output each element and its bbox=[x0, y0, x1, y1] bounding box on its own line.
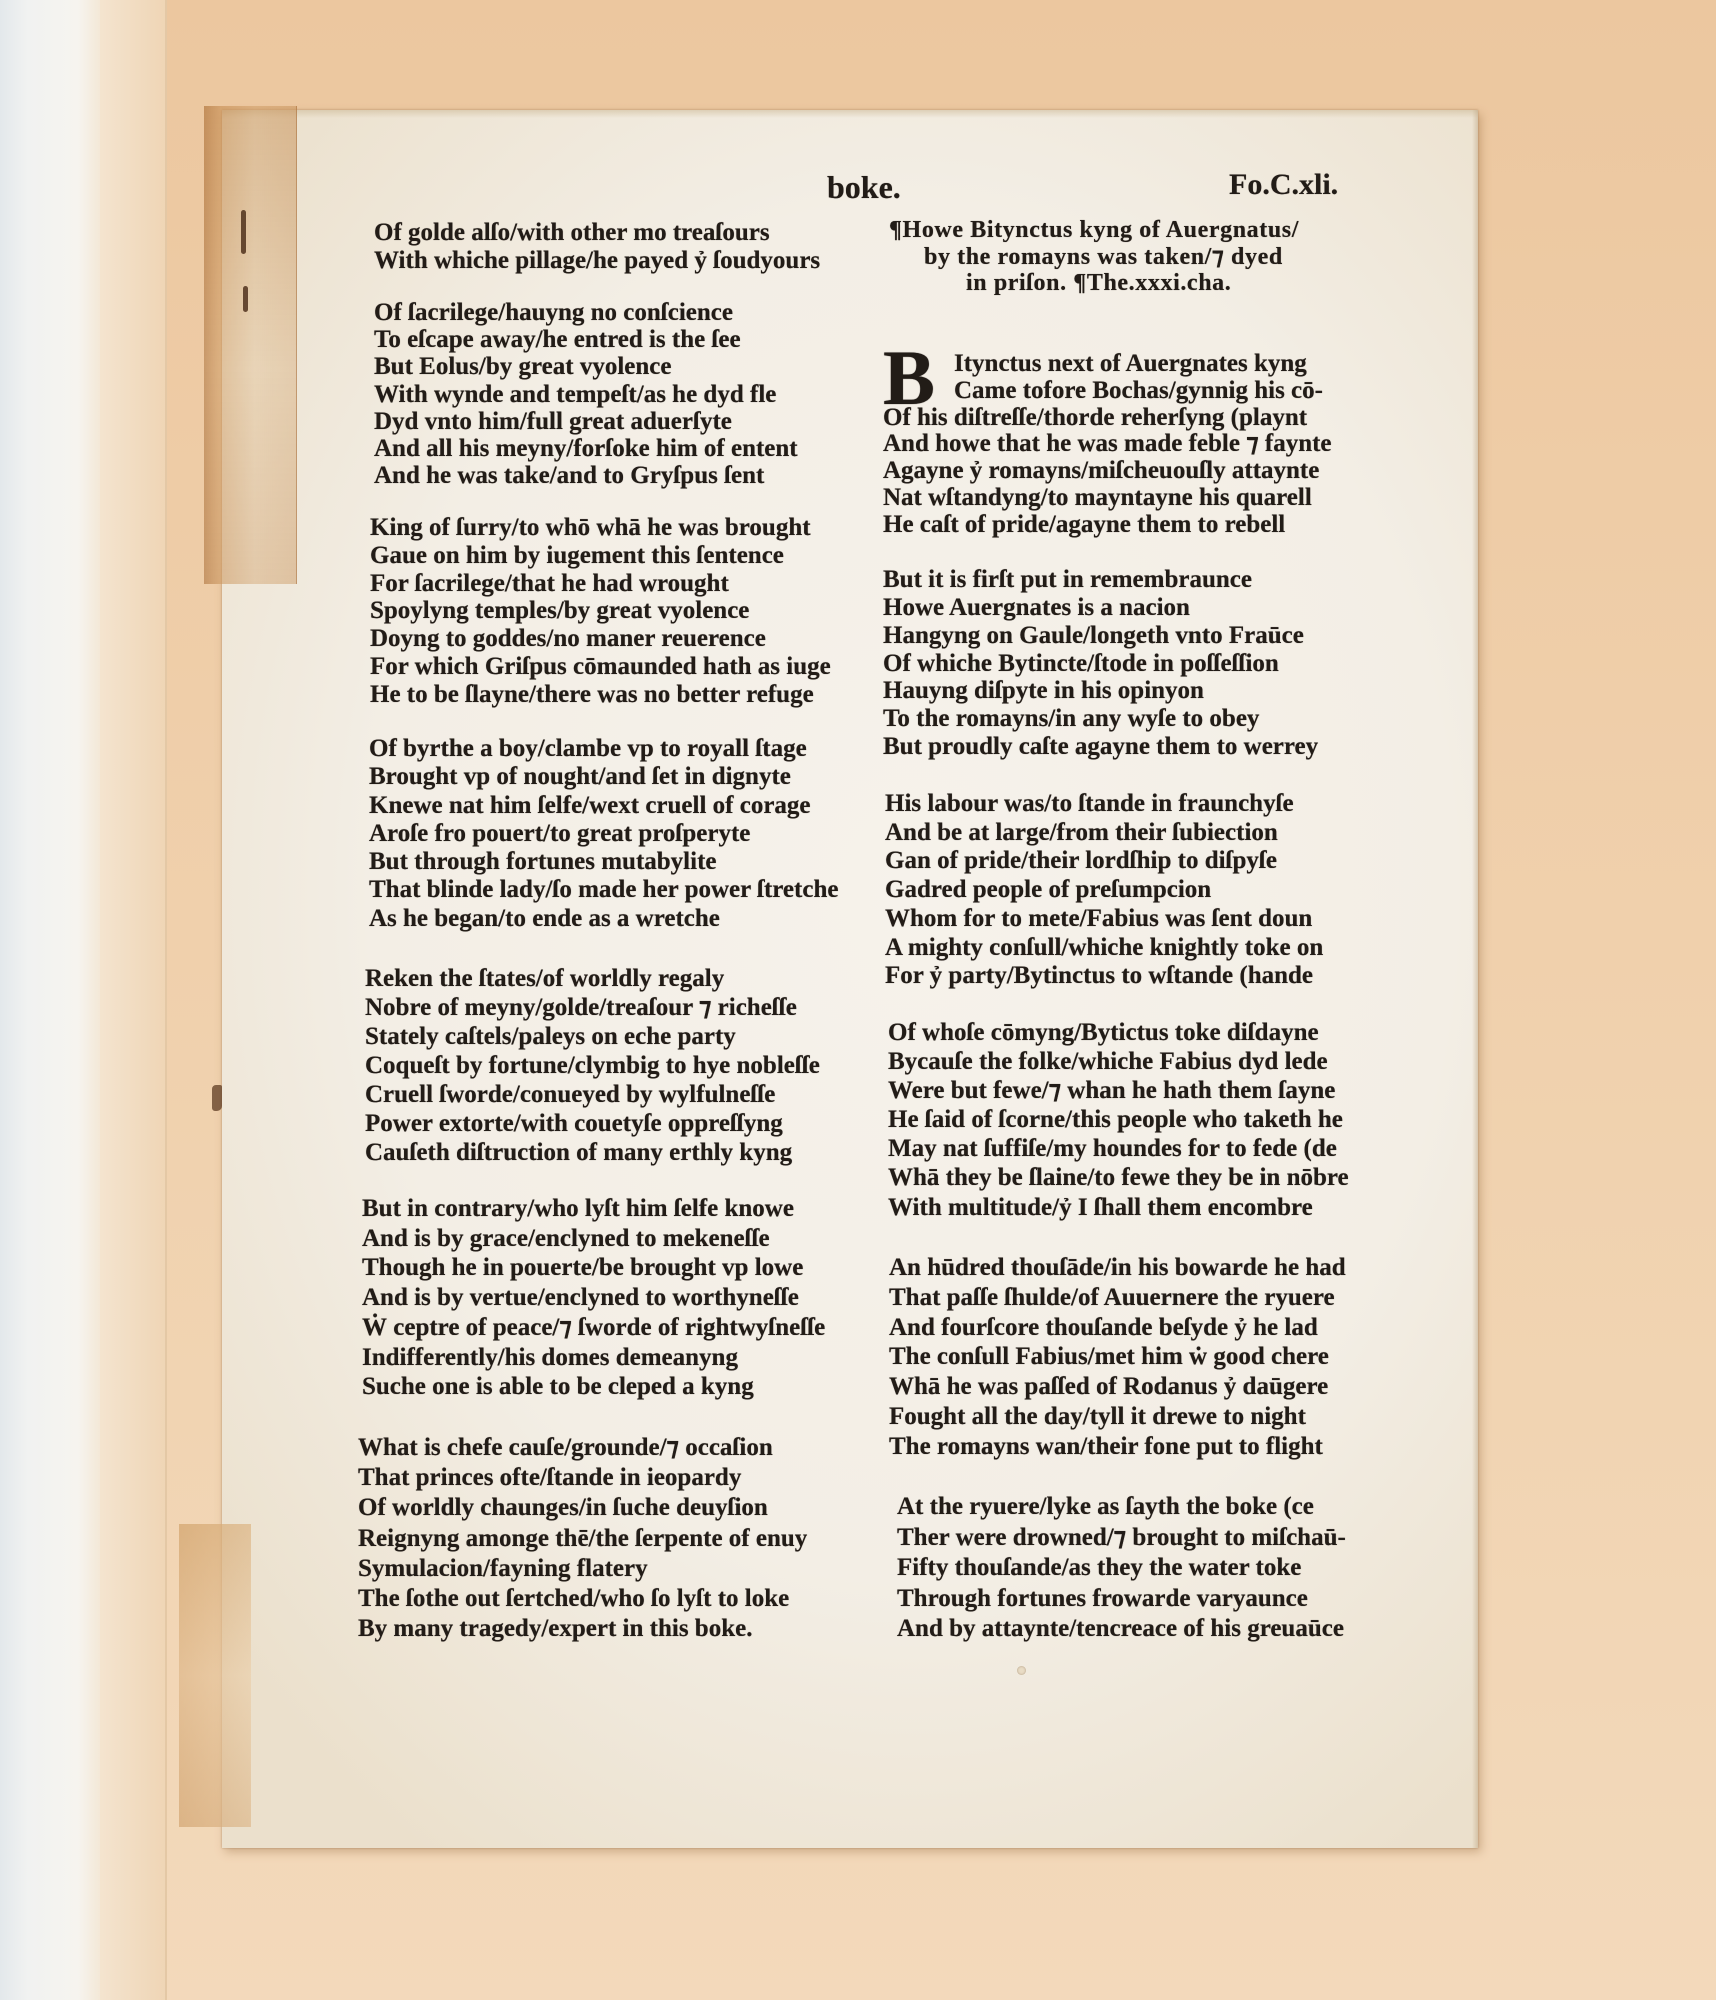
verse-line: Agayne ỷ romayns/miſcheuouſly attaynte bbox=[883, 457, 1320, 485]
verse-line: Doyng to goddes/no maner reuerence bbox=[370, 625, 766, 653]
verse-line: The ſothe out ſertched/who ſo lyſt to loke bbox=[358, 1585, 790, 1613]
verse-line: He ſaid of ſcorne/this people who taketh he bbox=[888, 1106, 1343, 1134]
verse-line: Through fortunes frowarde varyaunce bbox=[897, 1584, 1308, 1612]
verse-line: Brought vp of nought/and ſet in dignyte bbox=[369, 763, 791, 791]
verse-line: That blinde lady/ſo made her power ſtretche bbox=[369, 876, 839, 904]
verse-line: Were but fewe/⁊ whan he hath them ſayne bbox=[888, 1077, 1336, 1105]
verse-line: That princes ofte/ſtande in ieopardy bbox=[358, 1464, 742, 1492]
verse-line: Aroſe fro pouert/to great proſperyte bbox=[369, 819, 751, 847]
verse-line: And he was take/and to Gryſpus ſent bbox=[374, 462, 765, 490]
page-edge-top bbox=[222, 110, 1478, 118]
verse-line: Reken the ſtates/of worldly regaly bbox=[365, 965, 725, 992]
stanza bbox=[897, 1492, 1346, 1645]
page-edge-right bbox=[1472, 110, 1478, 1848]
verse-line: Of golde alſo/with other mo treaſours bbox=[374, 219, 770, 246]
tape-stain bbox=[243, 286, 248, 312]
stanza bbox=[883, 351, 1332, 539]
stanza bbox=[362, 1194, 825, 1402]
verse-line: Itynctus next of Auergnates kyng bbox=[954, 350, 1307, 377]
verse-line: And be at large/from their ſubiection bbox=[885, 818, 1278, 846]
verse-line: Hauyng diſpyte in his opinyon bbox=[883, 677, 1204, 705]
verse-line: And fourſcore thouſande beſyde ỷ he lad bbox=[889, 1313, 1318, 1341]
verse-line: Bycauſe the folke/whiche Fabius dyd lede bbox=[888, 1048, 1328, 1076]
verse-line: With whiche pillage/he payed ỷ ſoudyours bbox=[374, 247, 821, 275]
verse-line: Power extorte/with couetyſe oppreſſyng bbox=[365, 1110, 783, 1137]
mat-fold-line bbox=[165, 0, 167, 2000]
verse-line: Indifferently/his domes demeanyng bbox=[362, 1343, 738, 1371]
tape-stain bbox=[241, 210, 246, 254]
verse-line: Of whiche Bytincte/ſtode in poſſeſſion bbox=[883, 649, 1279, 677]
verse-line: Coqueſt by fortune/clymbig to hye nobleſſe bbox=[365, 1052, 820, 1079]
verse-line: Gadred people of preſumpcion bbox=[885, 876, 1212, 904]
verse-line: A mighty conſull/whiche knightly toke on bbox=[885, 933, 1324, 961]
backing-board bbox=[0, 0, 100, 2000]
verse-line: Spoylyng temples/by great vyolence bbox=[370, 597, 750, 625]
verse-line: Of his diſtreſſe/thorde reherſyng (playnt bbox=[883, 403, 1308, 431]
verse-line: The conſull Fabius/met him ẇ good chere bbox=[889, 1343, 1329, 1371]
verse-line: He to be ſlayne/there was no better refuge bbox=[370, 680, 814, 708]
verse-line: Knewe nat him ſelfe/wext cruell of corage bbox=[369, 791, 811, 819]
heading-line: by the romayns was taken/⁊ dyed bbox=[924, 243, 1283, 270]
verse-line: For which Griſpus cōmaunded hath as iuge bbox=[370, 652, 831, 680]
verse-line: His labour was/to ſtande in fraunchyſe bbox=[885, 790, 1294, 817]
verse-line: By many tragedy/expert in this boke. bbox=[358, 1615, 753, 1643]
verse-line: But Eolus/by great vyolence bbox=[374, 353, 672, 381]
verse-line: Of ſacrilege/hauyng no conſcience bbox=[374, 299, 733, 326]
verse-line: He caſt of pride/agayne them to rebell bbox=[883, 510, 1286, 538]
verse-line: Ther were drowned/⁊ brought to miſchaū- bbox=[897, 1523, 1346, 1551]
verse-line: Of worldly chaunges/in ſuche deuyſion bbox=[358, 1494, 768, 1522]
verse-line: Dyd vnto him/full great aduerſyte bbox=[374, 407, 732, 435]
verse-line: Suche one is able to be cleped a kyng bbox=[362, 1373, 754, 1401]
verse-line: But it is firſt put in remembraunce bbox=[883, 566, 1252, 593]
verse-line: And is by vertue/enclyned to worthyneſſe bbox=[362, 1284, 799, 1312]
drop-cap: B bbox=[883, 334, 936, 421]
verse-line: As he began/to ende as a wretche bbox=[369, 904, 720, 932]
verse-line: Though he in pouerte/be brought vp lowe bbox=[362, 1254, 804, 1282]
verse-line: For ỷ party/Bytinctus to wſtande (hande bbox=[885, 962, 1314, 990]
verse-line: Of byrthe a boy/clambe vp to royall ſtage bbox=[369, 735, 807, 762]
tape-strip-bottom bbox=[179, 1524, 251, 1827]
page-edge-stain bbox=[212, 1085, 222, 1111]
verse-line: Howe Auergnates is a nacion bbox=[883, 593, 1190, 621]
stanza bbox=[888, 1018, 1349, 1222]
verse-line: With wynde and tempeſt/as he dyd fle bbox=[374, 380, 777, 408]
heading-line: ¶Howe Bitynctus kyng of Auergnatus/ bbox=[889, 217, 1300, 243]
chapter-heading bbox=[889, 217, 1299, 297]
stanza bbox=[889, 1253, 1346, 1462]
verse-line: King of ſurry/to whō whā he was brought bbox=[370, 514, 811, 541]
verse-line: But proudly caſte agayne them to werrey bbox=[883, 733, 1319, 761]
folio-number: Fo.C.xli. bbox=[1229, 168, 1339, 201]
stanza bbox=[374, 299, 798, 489]
stanza bbox=[365, 964, 820, 1167]
verse-line: Reignyng amonge thē/the ſerpente of enuy bbox=[358, 1524, 808, 1552]
verse-line: Hangyng on Gaule/longeth vnto Fraūce bbox=[883, 621, 1304, 649]
running-title: boke. bbox=[827, 169, 901, 205]
verse-line: Nobre of meyny/golde/treaſour ⁊ richeſſe bbox=[365, 994, 797, 1021]
verse-line: For ſacrilege/that he had wrought bbox=[370, 569, 729, 597]
stanza bbox=[370, 514, 831, 709]
verse-line: Gan of pride/their lordſhip to diſpyſe bbox=[885, 847, 1277, 875]
verse-line: Whā they be ſlaine/to fewe they be in nōbre bbox=[888, 1164, 1349, 1192]
verse-line: Gaue on him by iugement this ſentence bbox=[370, 541, 784, 569]
verse-line: Of whoſe cōmyng/Bytictus toke diſdayne bbox=[888, 1019, 1319, 1046]
verse-line: To eſcape away/he entred is the ſee bbox=[374, 326, 741, 354]
book-page bbox=[222, 110, 1478, 1848]
stanza bbox=[885, 790, 1323, 991]
verse-line: Ẇ ceptre of peace/⁊ ſworde of rightwyſneſſe bbox=[362, 1313, 826, 1341]
verse-line: With multitude/ỷ I ſhall them encombre bbox=[888, 1193, 1313, 1221]
verse-line: Stately caſtels/paleys on eche party bbox=[365, 1023, 736, 1050]
verse-line: Came tofore Bochas/gynnig his cō- bbox=[954, 376, 1323, 404]
verse-line: To the romayns/in any wyſe to obey bbox=[883, 705, 1260, 733]
tape-strip-top bbox=[204, 106, 297, 584]
verse-line: Whā he was paſſed of Rodanus ỷ daūgere bbox=[889, 1373, 1329, 1401]
verse-line: The romayns wan/their fone put to flight bbox=[889, 1432, 1323, 1460]
verse-line: Fifty thouſande/as they the water toke bbox=[897, 1554, 1302, 1582]
stanza bbox=[883, 566, 1318, 761]
verse-line: And all his meyny/forſoke him of entent bbox=[374, 435, 798, 463]
stanza bbox=[374, 219, 820, 275]
stanza bbox=[369, 735, 838, 933]
verse-line: May nat ſuffiſe/my houndes for to fede (de bbox=[888, 1135, 1337, 1163]
paper-hole bbox=[1017, 1666, 1026, 1675]
verse-line: Fought all the day/tyll it drewe to night bbox=[889, 1402, 1306, 1430]
verse-line: And by attaynte/tencreace of his greuaūce bbox=[897, 1615, 1344, 1643]
verse-line: An hūdred thouſāde/in his bowarde he had bbox=[889, 1254, 1346, 1281]
mat-edge bbox=[100, 0, 166, 2000]
verse-line: But through fortunes mutabylite bbox=[369, 848, 717, 876]
verse-line: Nat wſtandyng/to mayntayne his quarell bbox=[883, 483, 1312, 511]
verse-line: And is by grace/enclyned to mekeneſſe bbox=[362, 1224, 770, 1252]
verse-line: But in contrary/who lyſt him ſelfe knowe bbox=[362, 1195, 794, 1222]
verse-line: At the ryuere/lyke as ſayth the boke (ce bbox=[897, 1493, 1314, 1520]
verse-line: Cauſeth diſtruction of many erthly kyng bbox=[365, 1139, 793, 1166]
verse-line: What is chefe cauſe/grounde/⁊ occaſion bbox=[358, 1434, 773, 1461]
verse-line: Whom for to mete/Fabius was ſent doun bbox=[885, 904, 1313, 932]
stanza bbox=[358, 1433, 807, 1644]
verse-line: And howe that he was made feble ⁊ faynte bbox=[883, 430, 1332, 458]
verse-line: Cruell ſworde/conueyed by wylfulneſſe bbox=[365, 1081, 776, 1108]
verse-line: That paſſe ſhulde/of Auuernere the ryuere bbox=[889, 1283, 1335, 1311]
verse-line: Symulacion/fayning flatery bbox=[358, 1554, 648, 1582]
heading-line: in priſon. ¶The.xxxi.cha. bbox=[966, 270, 1232, 296]
